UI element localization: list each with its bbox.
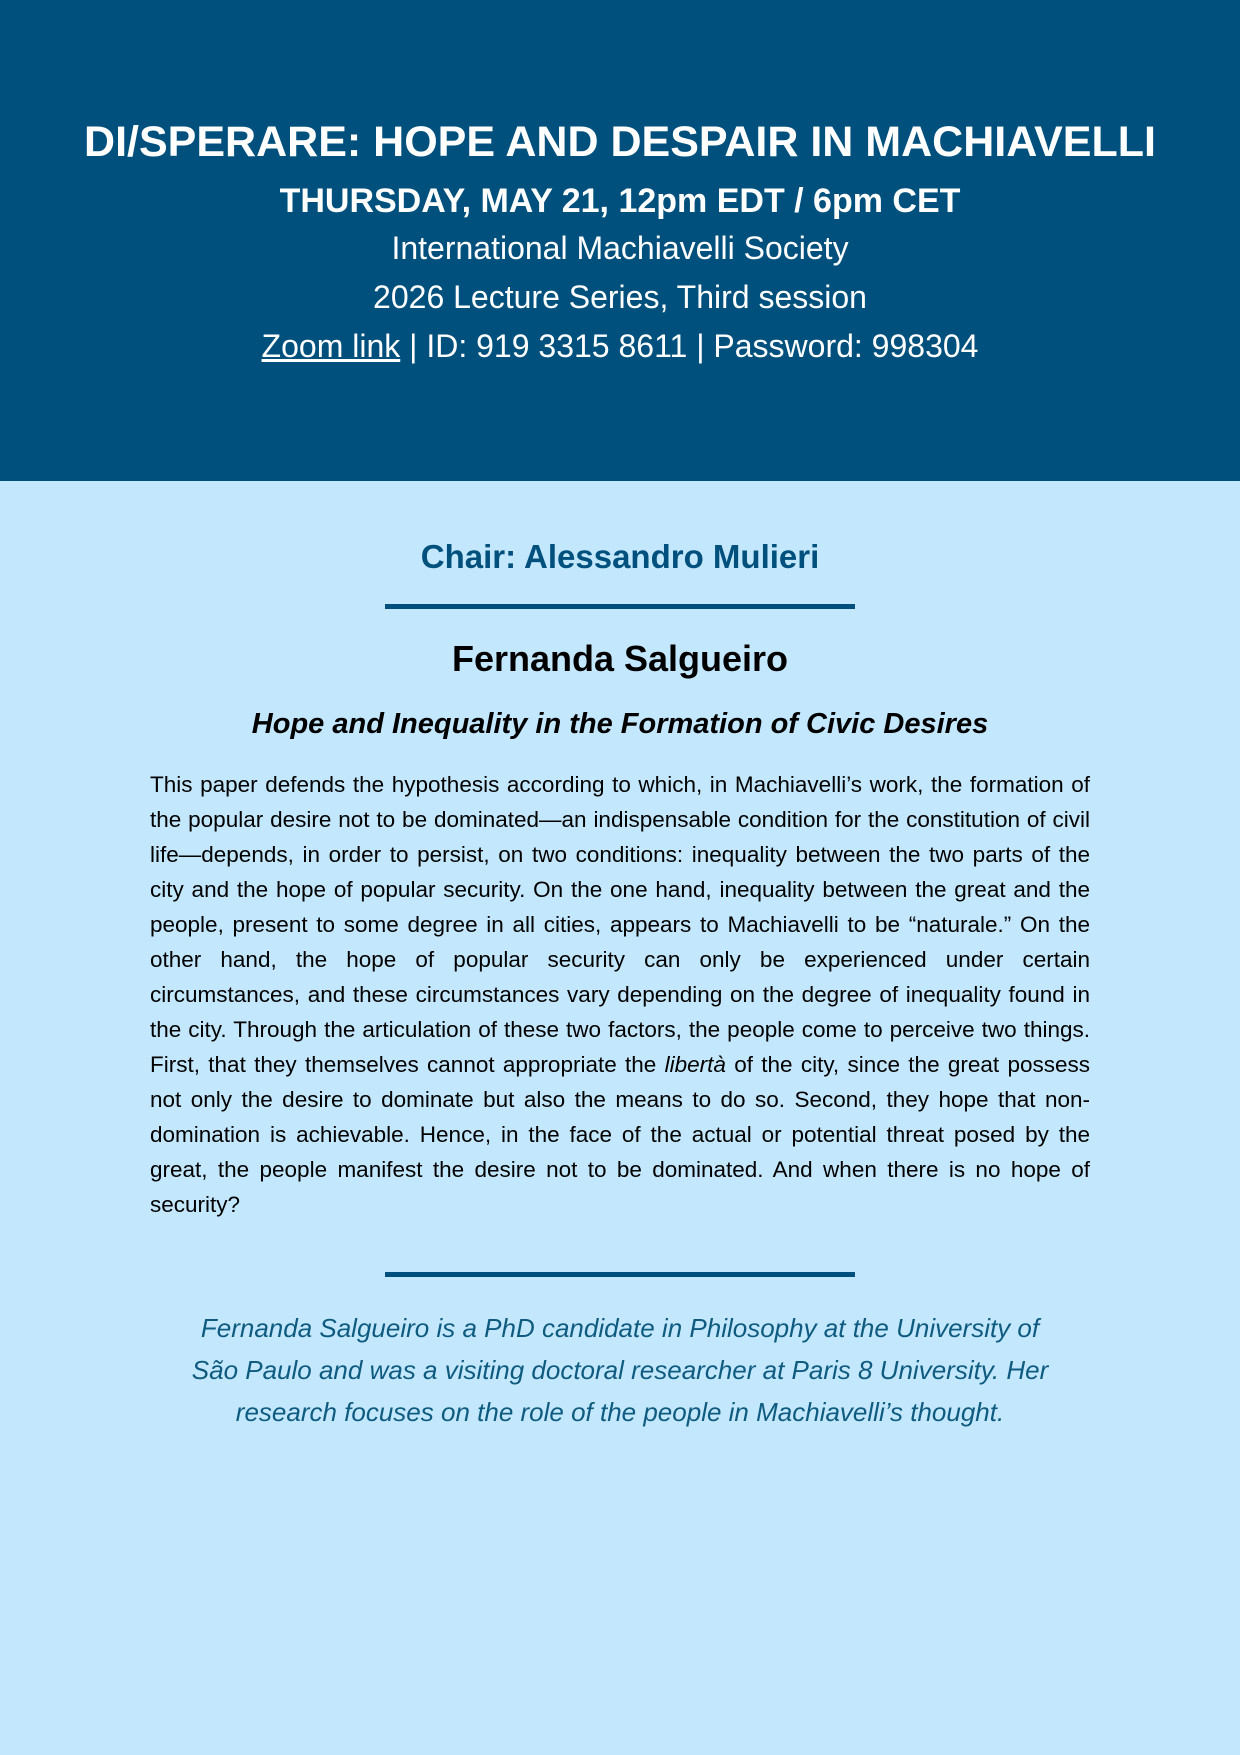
divider-bottom (385, 1272, 855, 1277)
event-date: THURSDAY, MAY 21, 12pm EDT / 6pm CET (279, 182, 961, 220)
event-header (0, 0, 1240, 481)
abstract-part-2: of the city, since the great possess not only the desire to dominate but also the means to do so. Second, they hope that non-domination is achievable. Hence, in the face of the actual or potential threat posed by the great, the people manifest the desire not to be dominated. And when there is no hope of security? (150, 1052, 1091, 1217)
meeting-details: | ID: 919 3315 8611 | Password: 998304 (400, 328, 979, 364)
lecture-series: 2026 Lecture Series, Third session (373, 279, 867, 315)
bio-line-1: Fernanda Salgueiro is a PhD candidate in Philosophy at the University of (200, 1313, 1040, 1343)
divider-top (385, 604, 855, 609)
bio-line-3: research focuses on the role of the people in Machiavelli’s thought. (235, 1397, 1005, 1427)
event-title: DI/SPERARE: HOPE AND DESPAIR IN MACHIAVELLI (84, 118, 1156, 166)
chair-name: Chair: Alessandro Mulieri (420, 538, 820, 575)
event-body (0, 537, 1240, 1433)
abstract-part-1: This paper defends the hypothesis according to which, in Machiavelli’s work, the formation of the popular desire not to be dominated—an indispensable condition for the constitution of civil life—depends, in order to persist, on two conditions: inequality between the two parts of the city and the hope of popular security. On the one hand, inequality between the great and the people, present to some degree in all cities, appears to Machiavelli to be “naturale.” On the other hand, the hope of popular security can only be experienced under certain circumstances, and these circumstances vary depending on the degree of inequality found in the city. Through the articulation of these two factors, the people come to perceive two things. First, that they themselves cannot appropriate the (150, 772, 1090, 1077)
zoom-link[interactable]: Zoom link (261, 328, 401, 364)
bio-line-2: São Paulo and was a visiting doctoral researcher at Paris 8 University. Her (191, 1355, 1049, 1385)
meeting-info (0, 322, 1240, 371)
abstract-text (150, 767, 1090, 1222)
speaker-bio (150, 1307, 1090, 1433)
organization-name: International Machiavelli Society (391, 230, 849, 266)
abstract-italic-term: libertà (664, 1052, 726, 1077)
paper-title: Hope and Inequality in the Formation of Civic Desires (251, 708, 989, 740)
speaker-name: Fernanda Salgueiro (451, 638, 789, 679)
